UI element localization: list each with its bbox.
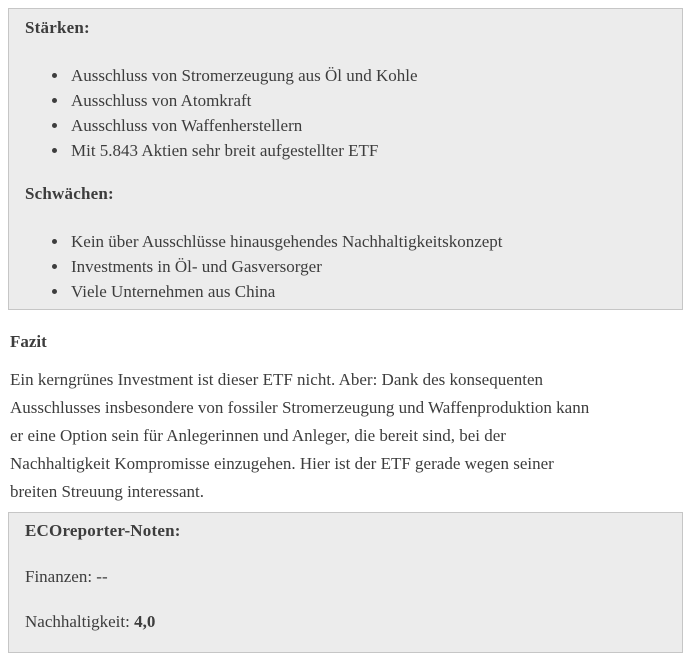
paragraph-line: Ein kerngrünes Investment ist dieser ETF nicht. Aber: Dank des konsequenten bbox=[10, 370, 544, 389]
paragraph-line: er eine Option sein für Anlegerinnen und Anleger, die bereit sind, bei der bbox=[10, 426, 506, 445]
rating-value: 4,0 bbox=[134, 612, 156, 631]
ratings-box bbox=[8, 512, 683, 653]
paragraph-line: Nachhaltigkeit Kompromisse einzugehen. Hier ist der ETF gerade wegen seiner bbox=[10, 454, 554, 473]
list-item: • Ausschluss von Stromerzeugung aus Öl und Kohle bbox=[69, 63, 666, 88]
rating-row-finanzen bbox=[25, 566, 666, 588]
conclusion-paragraph bbox=[10, 366, 692, 506]
conclusion-heading: Fazit bbox=[10, 332, 47, 351]
ratings-heading: ECOreporter-Noten: bbox=[25, 521, 181, 540]
paragraph-line: breiten Streuung interessant. bbox=[10, 482, 205, 501]
conclusion-section bbox=[10, 331, 692, 506]
list-item: • Ausschluss von Atomkraft bbox=[69, 88, 666, 113]
weaknesses-list bbox=[25, 229, 666, 304]
rating-value: -- bbox=[96, 567, 108, 586]
list-item: • Viele Unternehmen aus China bbox=[69, 279, 666, 304]
weaknesses-heading: Schwächen: bbox=[25, 184, 114, 203]
strengths-list bbox=[25, 63, 666, 163]
strengths-heading: Stärken: bbox=[25, 18, 90, 37]
list-item: • Ausschluss von Waffenherstellern bbox=[69, 113, 666, 138]
paragraph-line: Ausschlusses insbesondere von fossiler Stromerzeugung und Waffenproduktion kann bbox=[10, 398, 590, 417]
list-item: • Investments in Öl- und Gasversorger bbox=[69, 254, 666, 279]
rating-label: Nachhaltigkeit: bbox=[25, 612, 135, 631]
list-item: • Mit 5.843 Aktien sehr breit aufgestellter ETF bbox=[69, 138, 666, 163]
rating-row-nachhaltigkeit bbox=[25, 611, 666, 633]
strengths-weaknesses-box bbox=[8, 8, 683, 310]
rating-label: Finanzen: bbox=[25, 567, 97, 586]
list-item: • Kein über Ausschlüsse hinausgehendes Nachhaltigkeitskonzept bbox=[69, 229, 666, 254]
